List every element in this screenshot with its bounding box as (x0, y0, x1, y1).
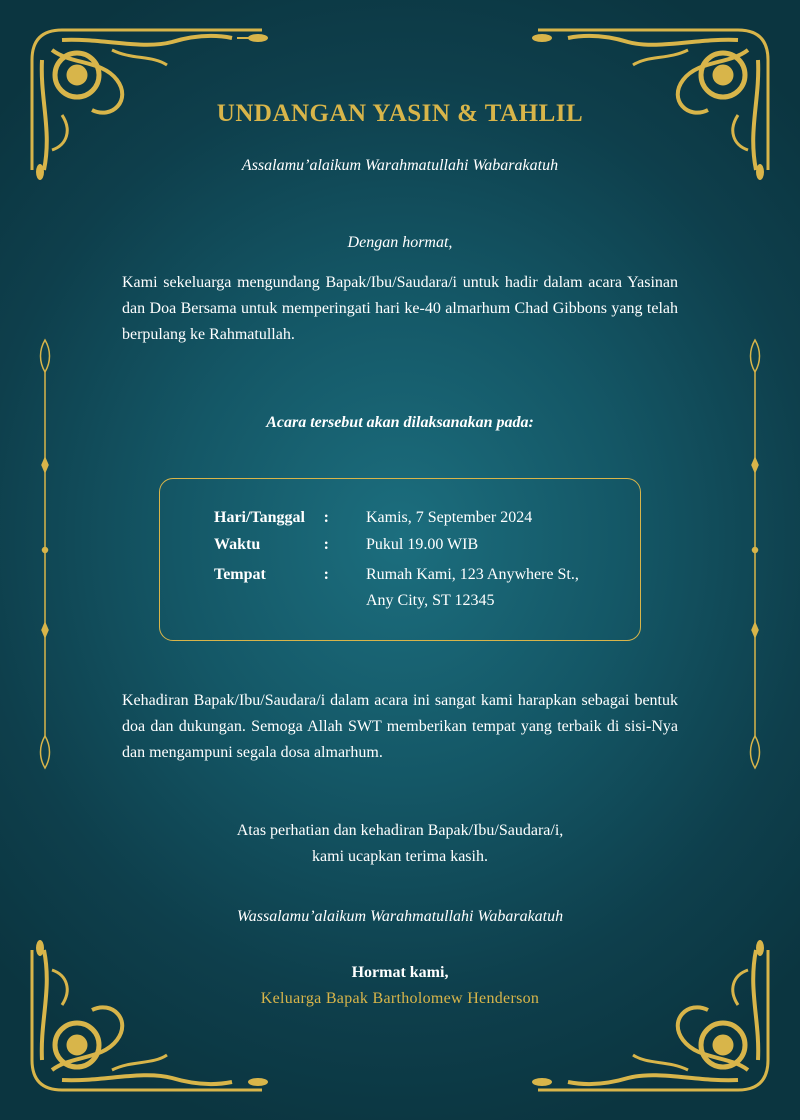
detail-row-date (214, 505, 606, 531)
place-label: Tempat (214, 566, 266, 583)
event-details-box (159, 478, 641, 641)
event-heading: Acara tersebut akan dilaksanakan pada: (266, 414, 534, 431)
thanks-block (0, 818, 800, 870)
farewell: Wassalamu’alaikum Warahmatullahi Wabarakatuh (236, 908, 564, 925)
intro-paragraph: Kami sekeluarga mengundang Bapak/Ibu/Saudara/i untuk hadir dalam acara Yasinan dan Doa Bersama untuk memperingati hari ke-40 almarhum Chad Gibbons yang telah berpulang ke Rahmatullah. (122, 274, 678, 343)
detail-row-place (214, 562, 606, 614)
date-separator: : (323, 509, 329, 526)
salutation: Dengan hormat, (347, 234, 453, 251)
place-separator: : (323, 566, 329, 583)
detail-row-time (214, 532, 606, 558)
date-label: Hari/Tanggal (214, 509, 305, 526)
signature-name: Keluarga Bapak Bartholomew Henderson (260, 990, 540, 1007)
time-value: Pukul 19.00 WIB (366, 536, 479, 553)
greeting: Assalamu’alaikum Warahmatullahi Wabarakatuh (241, 157, 559, 174)
page-title: UNDANGAN YASIN & TAHLIL (216, 100, 584, 127)
side-ornament-right (747, 338, 763, 770)
thanks-line-2: kami ucapkan terima kasih. (312, 848, 488, 865)
signature-label: Hormat kami, (351, 964, 449, 981)
closing-paragraph: Kehadiran Bapak/Ibu/Saudara/i dalam acara ini sangat kami harapkan sebagai bentuk doa dan dukungan. Semoga Allah SWT memberikan tempat yang terbaik di sisi-Nya dan mengampuni segala dosa almarhum. (122, 692, 678, 761)
time-separator: : (323, 536, 329, 553)
time-label: Waktu (214, 536, 261, 553)
thanks-line-1: Atas perhatian dan kehadiran Bapak/Ibu/Saudara/i, (236, 822, 564, 839)
place-value: Rumah Kami, 123 Anywhere St., Any City, ST 12345 (366, 566, 579, 609)
side-ornament-left (37, 338, 53, 770)
date-value: Kamis, 7 September 2024 (366, 509, 533, 526)
